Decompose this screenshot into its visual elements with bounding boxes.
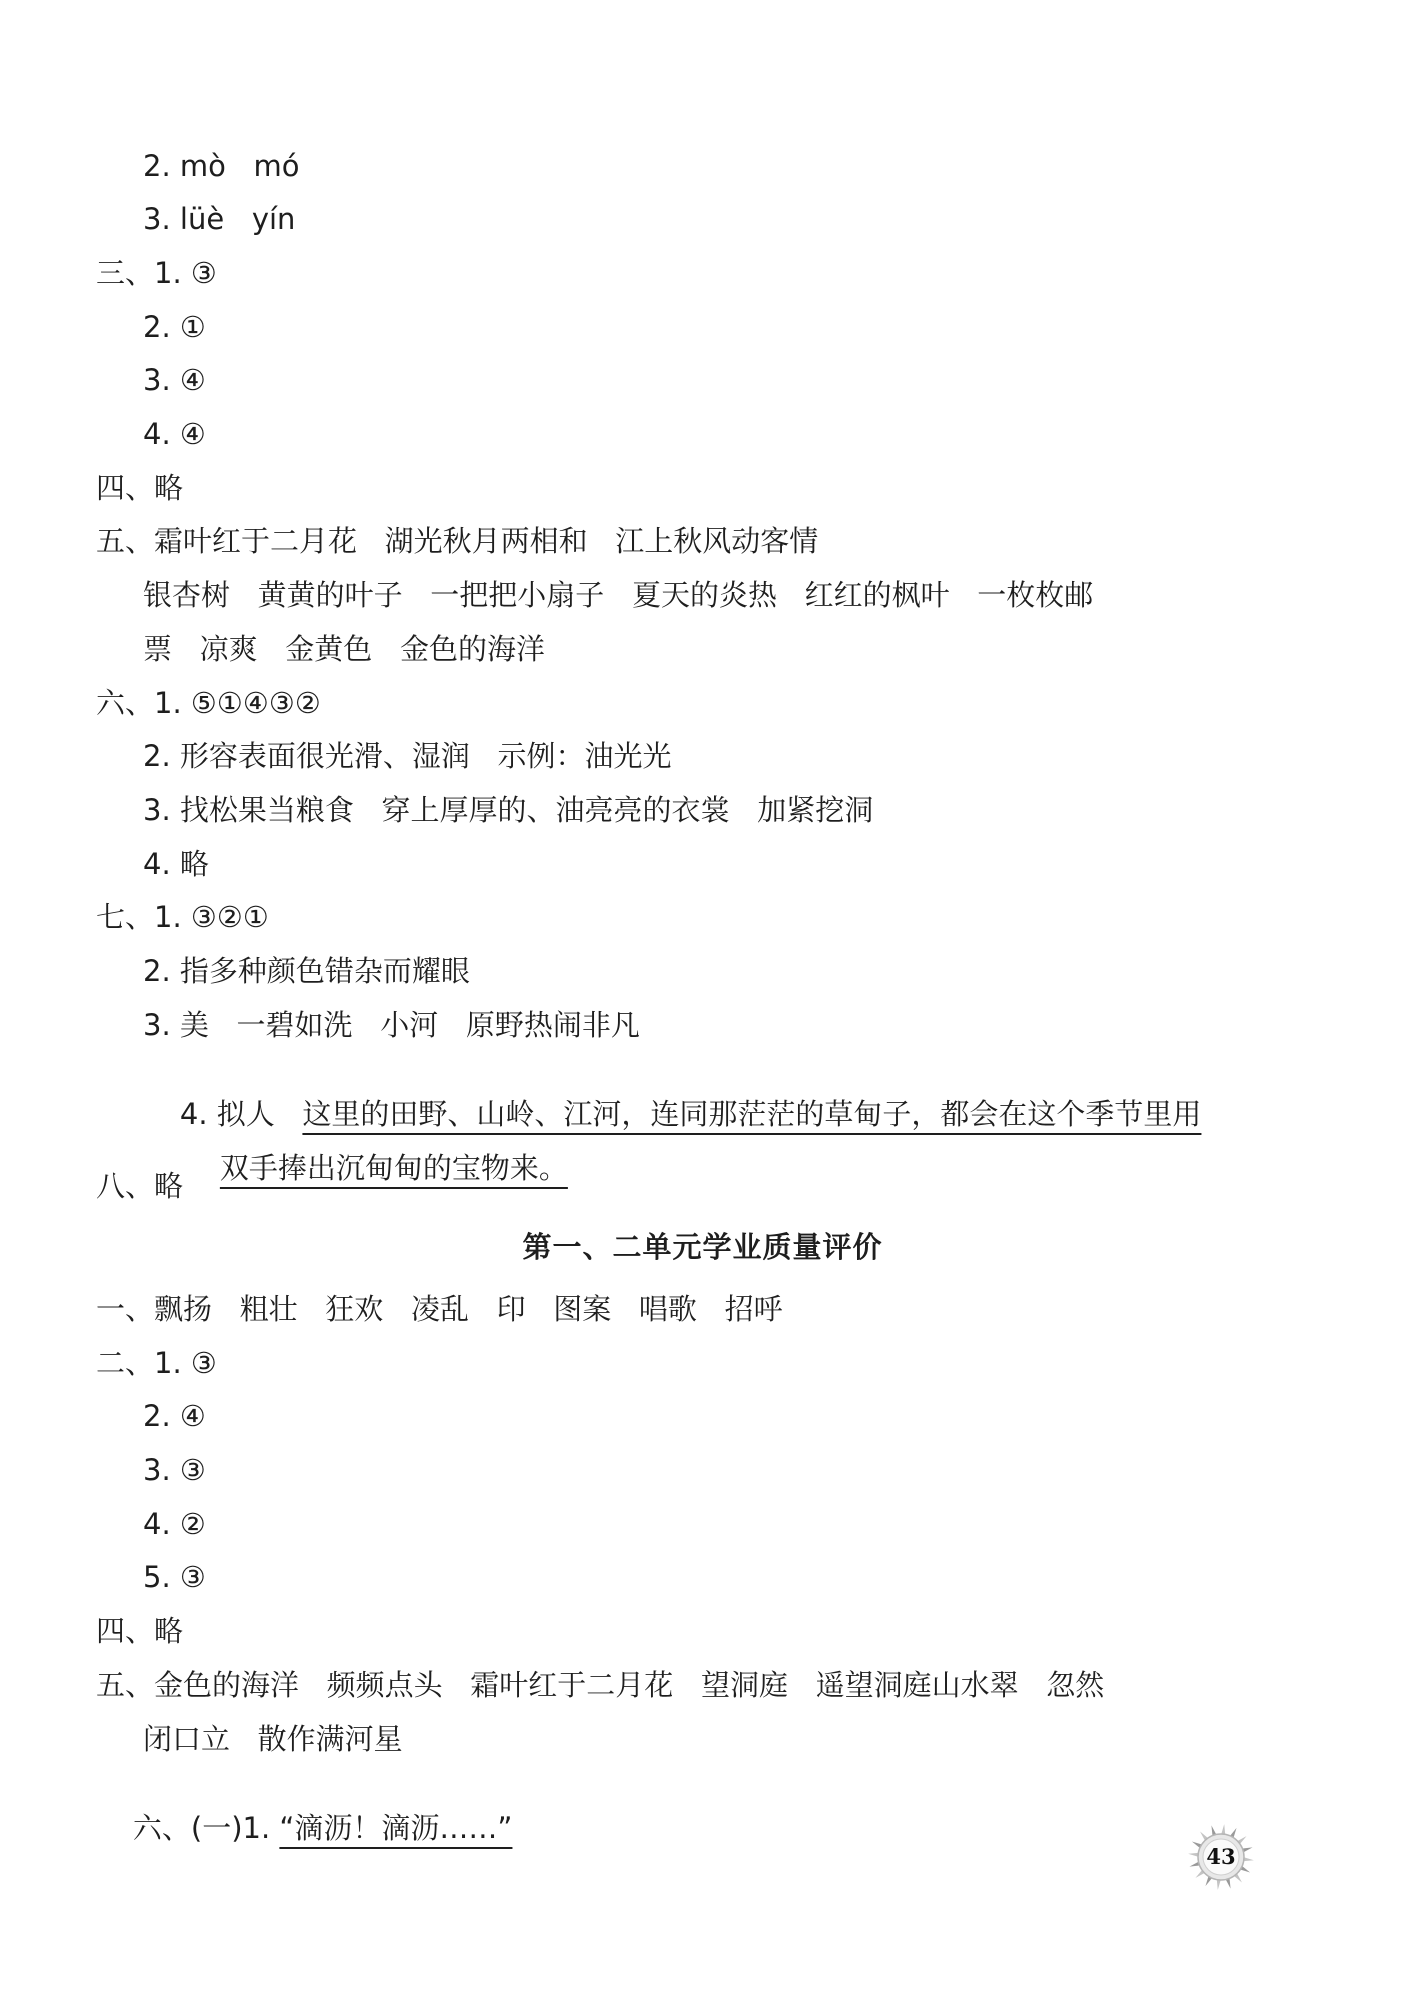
answer-line: 3. ④ [143,363,206,397]
answer-line: 2. ④ [143,1399,206,1433]
answer-line: 3. 找松果当粮食 穿上厚厚的、油亮亮的衣裳 加紧挖洞 [143,793,874,827]
answer-line: 2. 形容表面很光滑、湿润 示例：油光光 [143,739,672,773]
answer-line: 3. lüè yín [143,202,296,236]
underlined-answer: 双手捧出沉甸甸的宝物来。 [219,1151,568,1185]
answer-line: 六、1. ⑤①④③② [96,686,321,720]
answer-line: 二、1. ③ [96,1346,217,1380]
answer-prefix: 4. 拟人 [179,1097,303,1131]
answer-line: 2. mò mó [143,149,300,183]
page-number-badge [1186,1822,1256,1892]
answer-line [183,1114,568,1185]
section-heading: 第一、二单元学业质量评价 [522,1230,883,1264]
answer-line: 4. ④ [143,417,206,451]
answer-prefix: 六、(一)1. [132,1811,280,1845]
answer-line: 银杏树 黄黄的叶子 一把把小扇子 夏天的炎热 红红的枫叶 一枚枚邮 [143,578,1094,612]
answer-line: 闭口立 散作满河星 [143,1722,403,1756]
answer-line: 2. 指多种颜色错杂而耀眼 [143,954,470,988]
answer-line: 八、略 [96,1169,184,1203]
answer-line: 五、霜叶红于二月花 湖光秋月两相和 江上秋风动客情 [96,524,819,558]
answer-line: 5. ③ [143,1560,206,1594]
answer-line: 4. 略 [143,847,209,881]
answer-line: 七、1. ③②① [96,900,269,934]
answer-line: 三、1. ③ [96,256,217,290]
answer-line: 一、飘扬 粗壮 狂欢 凌乱 印 图案 唱歌 招呼 [96,1292,783,1326]
answer-line [143,1060,1202,1131]
underlined-answer: “滴沥！滴沥……” [279,1811,513,1845]
answer-line: 五、金色的海洋 频频点头 霜叶红于二月花 望洞庭 遥望洞庭山水翠 忽然 [96,1668,1105,1702]
answer-line: 票 凉爽 金黄色 金色的海洋 [143,632,545,666]
underlined-answer: 这里的田野、山岭、江河，连同那茫茫的草甸子，都会在这个季节里用 [302,1097,1202,1131]
answer-line: 4. ② [143,1507,206,1541]
answer-line: 3. ③ [143,1453,206,1487]
answer-line: 四、略 [96,1614,184,1648]
page-number: 43 [1206,1844,1236,1869]
answer-line: 2. ① [143,310,206,344]
answer-line: 3. 美 一碧如洗 小河 原野热闹非凡 [143,1008,640,1042]
answer-line: 四、略 [96,471,184,505]
answer-line [96,1774,513,1845]
